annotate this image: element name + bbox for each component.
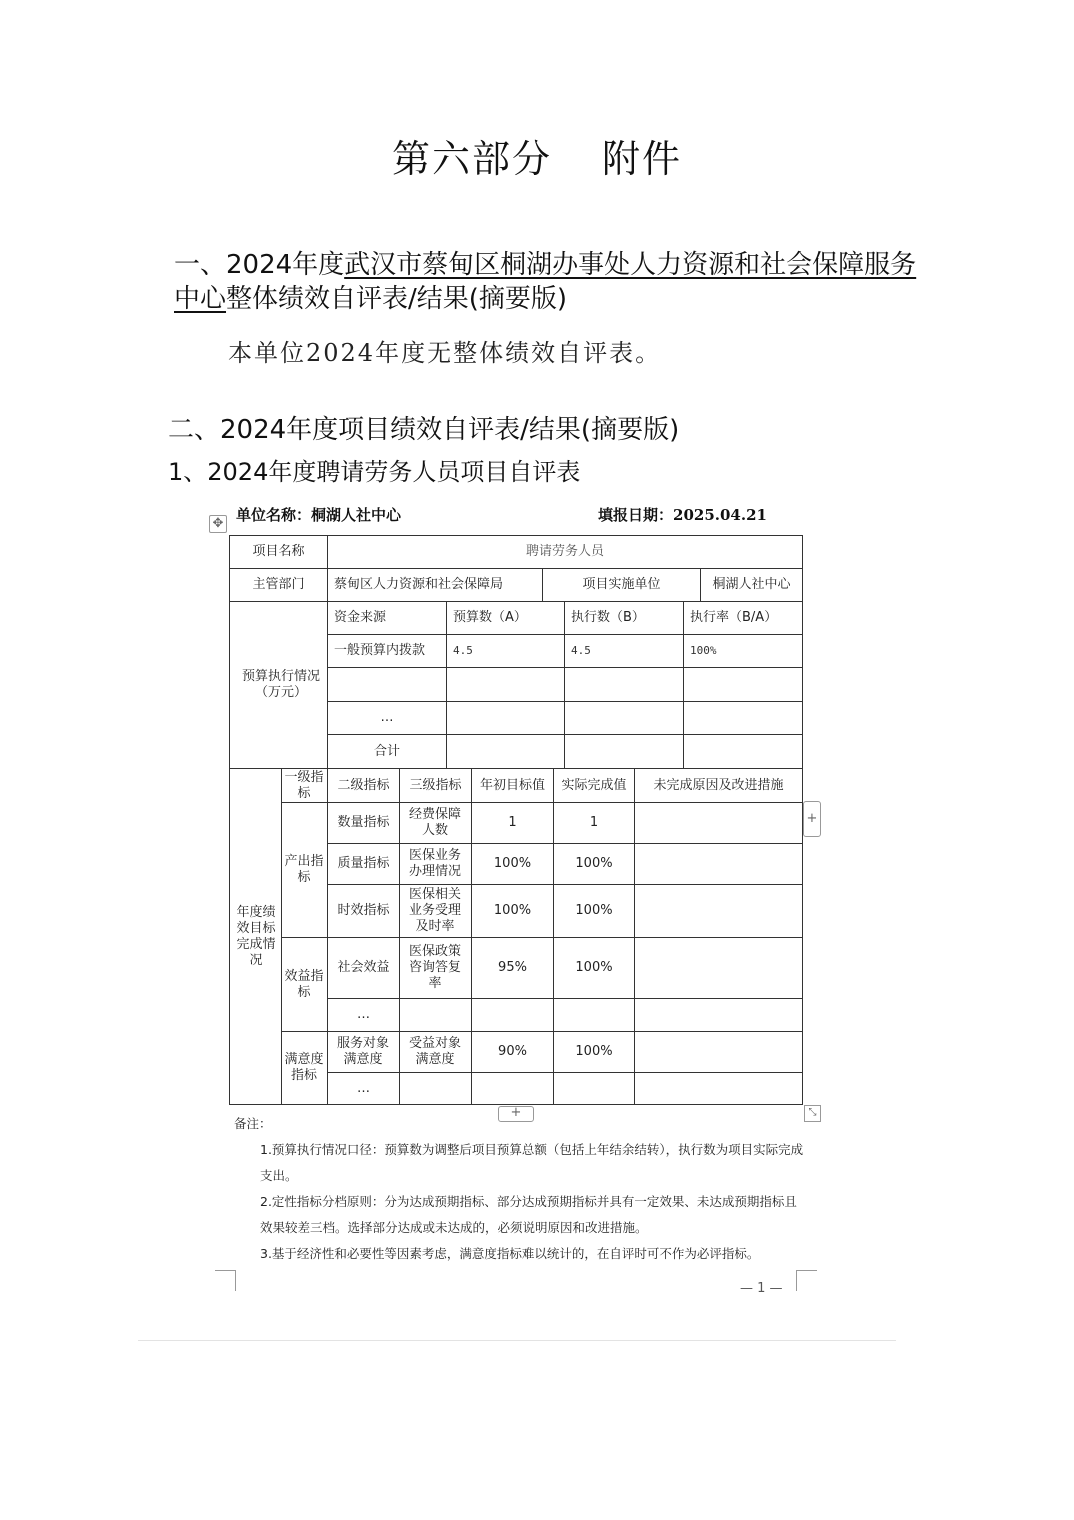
- section1-note: 本单位2024年度无整体绩效自评表。: [228, 339, 662, 367]
- dept-value: 蔡甸区人力资源和社会保障局: [334, 577, 504, 592]
- perf-header-l3: 三级指标: [409, 777, 462, 793]
- section2-subheading: 1、2024年度聘请劳务人员项目自评表: [168, 458, 581, 486]
- satisfaction-indicator-label: 满意度指标: [284, 1052, 324, 1083]
- section1-suffix: 整体绩效自评表/结果(摘要版): [226, 284, 568, 314]
- satisfaction-ellipsis: …: [357, 1080, 370, 1096]
- page-separator: [138, 1340, 896, 1341]
- row4-l3: 医保政策咨询答复率: [408, 944, 461, 991]
- budget-ellipsis: …: [380, 710, 394, 725]
- perf-header-l2: 二级指标: [337, 777, 390, 793]
- effect-ellipsis: …: [357, 1007, 370, 1022]
- note-2: 2.定性指标分档原则：分为达成预期指标、部分达成预期指标并具有一定效果、未达成预期指标且效果较差三档。选择部分达成或未达成的，必须说明原因和改进措施。: [260, 1194, 797, 1235]
- perf-header-actual: 实际完成值: [561, 777, 627, 793]
- row1-l2: 数量指标: [337, 815, 390, 830]
- budget-rate: 100%: [690, 644, 717, 657]
- row2-target: 100%: [493, 856, 532, 871]
- budget-a: 4.5: [453, 644, 473, 657]
- row5-l2: 服务对象满意度: [336, 1036, 389, 1067]
- perf-header-reason: 未完成原因及改进措施: [653, 777, 784, 793]
- dept-label: 主管部门: [252, 577, 305, 592]
- row4-target: 95%: [498, 960, 527, 975]
- row2-l2: 质量指标: [337, 856, 390, 871]
- project-name-label: 项目名称: [252, 544, 305, 559]
- table-move-handle-icon[interactable]: ✥: [209, 515, 227, 533]
- unit-label: 单位名称：: [236, 506, 312, 524]
- row5-l3: 受益对象满意度: [408, 1036, 461, 1067]
- date-label: 填报日期：: [598, 506, 674, 524]
- budget-total-label: 合计: [373, 743, 400, 759]
- section1-unit: 武汉市蔡甸区桐湖办事处人力资源和社会保障服务中心: [174, 250, 917, 314]
- margin-mark-right: [796, 1270, 817, 1291]
- perf-header-target: 年初目标值: [479, 777, 545, 793]
- row3-target: 100%: [493, 903, 532, 918]
- budget-b: 4.5: [571, 644, 591, 657]
- output-indicator-label: 产出指标: [284, 854, 324, 885]
- unit-value: 桐湖人社中心: [311, 506, 402, 524]
- add-row-button[interactable]: +: [803, 801, 821, 837]
- row5-actual: 100%: [575, 1044, 613, 1059]
- impl-unit-value: 桐湖人社中心: [712, 577, 791, 592]
- add-column-button[interactable]: +: [498, 1106, 534, 1122]
- row1-target: 1: [508, 815, 517, 830]
- row2-l3: 医保业务办理情况: [408, 848, 461, 879]
- row3-actual: 100%: [575, 903, 613, 918]
- row1-actual: 1: [589, 815, 599, 830]
- budget-header-a: 预算数（A）: [453, 610, 527, 625]
- row4-l2: 社会效益: [337, 960, 390, 975]
- date-value: 2025.04.21: [673, 506, 767, 524]
- notes-label: 备注：: [234, 1116, 272, 1131]
- margin-mark-left: [215, 1270, 236, 1291]
- row1-l3: 经费保障人数: [408, 807, 461, 838]
- project-name: 聘请劳务人员: [525, 544, 604, 559]
- title-part: 第六部分: [391, 137, 552, 181]
- perf-header-l1: 一级指标: [284, 769, 324, 801]
- section1-prefix: 一、2024年度: [174, 250, 345, 280]
- notes: [234, 1111, 804, 1267]
- note-1: 1.预算执行情况口径：预算数为调整后项目预算总额（包括上年结余结转），执行数为项目实际完成支出。: [260, 1142, 804, 1183]
- page-number: — 1 —: [740, 1281, 783, 1296]
- effect-indicator-label: 效益指标: [284, 968, 324, 1000]
- row3-l3: 医保相关业务受理及时率: [408, 887, 461, 934]
- row5-target: 90%: [498, 1044, 527, 1059]
- row3-l2: 时效指标: [337, 903, 390, 918]
- note-3: 3.基于经济性和必要性等因素考虑，满意度指标难以统计的，在自评时可不作为必评指标。: [260, 1246, 760, 1261]
- budget-section-label: 预算执行情况（万元）: [241, 669, 320, 700]
- row4-actual: 100%: [575, 960, 613, 975]
- table-resize-handle-icon[interactable]: ⤡: [804, 1105, 821, 1122]
- budget-header-source: 资金来源: [334, 610, 387, 625]
- budget-source: 一般预算内拨款: [334, 643, 426, 658]
- title-name: 附件: [602, 137, 683, 181]
- impl-unit-label: 项目实施单位: [582, 577, 661, 592]
- budget-header-rate: 执行率（B/A）: [690, 610, 778, 625]
- perf-section-label: 年度绩效目标完成情况: [236, 904, 276, 968]
- budget-header-b: 执行数（B）: [571, 610, 645, 625]
- section2-heading: 二、2024年度项目绩效自评表/结果(摘要版): [168, 415, 680, 445]
- row2-actual: 100%: [575, 856, 613, 871]
